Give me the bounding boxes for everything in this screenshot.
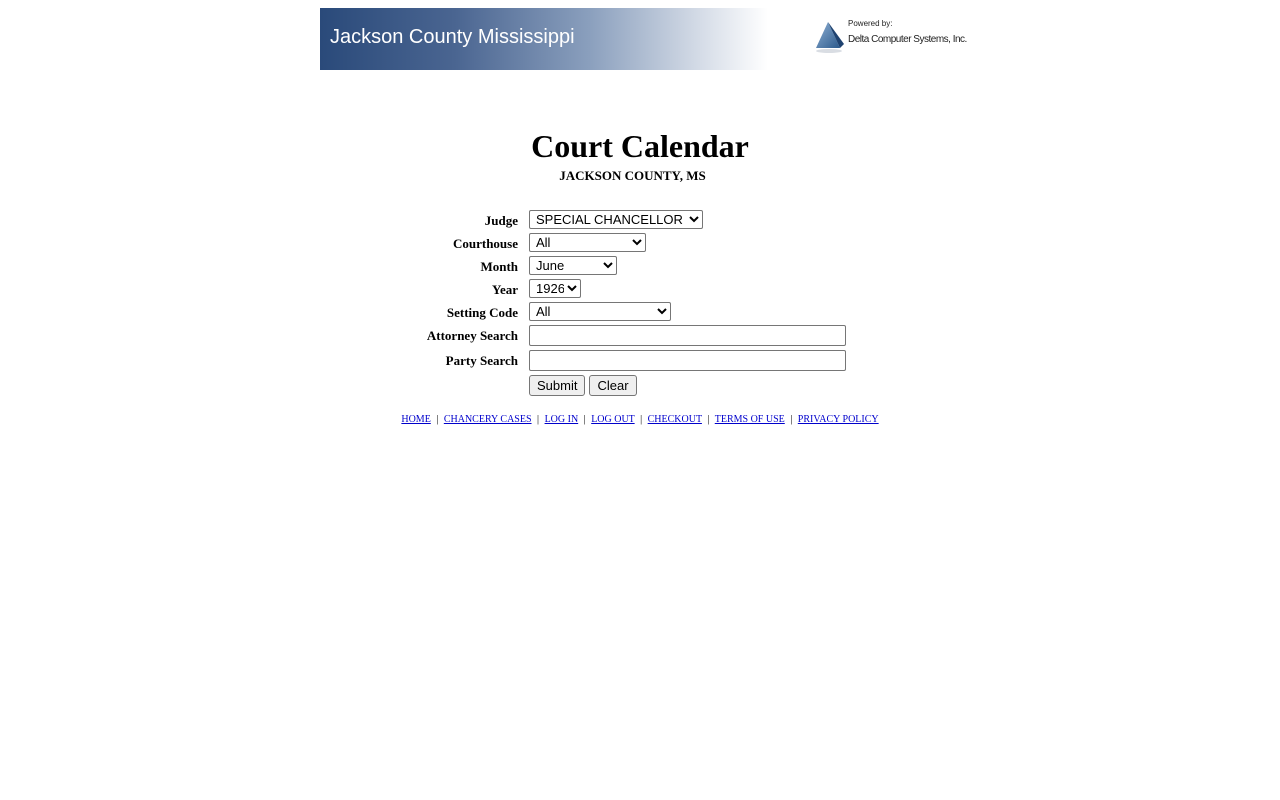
month-label: Month: [480, 259, 518, 274]
company-name: Delta Computer Systems, Inc.: [848, 34, 967, 45]
page-title: Court Calendar: [531, 128, 749, 164]
footer-separator: |: [436, 414, 439, 425]
footer-link-log-in[interactable]: LOG IN: [544, 414, 579, 425]
footer-separator: |: [707, 414, 710, 425]
setting-code-row: [0, 302, 1280, 324]
setting-code-select[interactable]: [529, 302, 671, 321]
footer-link-privacy-policy[interactable]: PRIVACY POLICY: [797, 414, 879, 425]
footer-link-log-out[interactable]: LOG OUT: [591, 414, 635, 425]
footer-nav: [0, 414, 1280, 425]
banner-title: Jackson County Mississippi: [330, 26, 575, 48]
party-search-input[interactable]: [529, 350, 846, 371]
site-header: [320, 8, 967, 70]
attorney-search-label: Attorney Search: [426, 328, 518, 343]
judge-label: Judge: [484, 213, 518, 228]
footer-separator: |: [583, 414, 586, 425]
courthouse-select[interactable]: [529, 233, 646, 252]
party-search-label: Party Search: [445, 353, 518, 368]
setting-code-label: Setting Code: [446, 305, 518, 320]
year-label: Year: [492, 282, 518, 297]
judge-row: [0, 210, 1280, 232]
month-row: [0, 256, 1280, 278]
year-row: [0, 279, 1280, 301]
footer-link-terms-of-use[interactable]: TERMS OF USE: [714, 414, 785, 425]
courthouse-label: Courthouse: [452, 236, 518, 251]
party-search-row: [0, 350, 1280, 372]
county-banner: [320, 8, 768, 70]
month-select[interactable]: [529, 256, 617, 275]
footer-link-home[interactable]: HOME: [401, 414, 431, 425]
footer-separator: |: [537, 414, 540, 425]
footer-link-checkout[interactable]: CHECKOUT: [647, 414, 702, 425]
form-actions: [0, 375, 1280, 397]
delta-logo-icon: [814, 20, 846, 56]
attorney-search-row: [0, 325, 1280, 347]
clear-button[interactable]: Clear: [589, 375, 636, 396]
attorney-search-input[interactable]: [529, 325, 846, 346]
year-select[interactable]: [529, 279, 581, 298]
footer-separator: |: [640, 414, 643, 425]
courthouse-row: [0, 233, 1280, 255]
footer-link-chancery-cases[interactable]: CHANCERY CASES: [443, 414, 532, 425]
footer-separator: |: [790, 414, 793, 425]
powered-by-logo: [814, 18, 967, 62]
powered-by-text: Powered by:: [848, 19, 893, 28]
submit-button[interactable]: Submit: [529, 375, 585, 396]
judge-select[interactable]: [529, 210, 703, 229]
page-subtitle: JACKSON COUNTY, MS: [559, 168, 706, 183]
